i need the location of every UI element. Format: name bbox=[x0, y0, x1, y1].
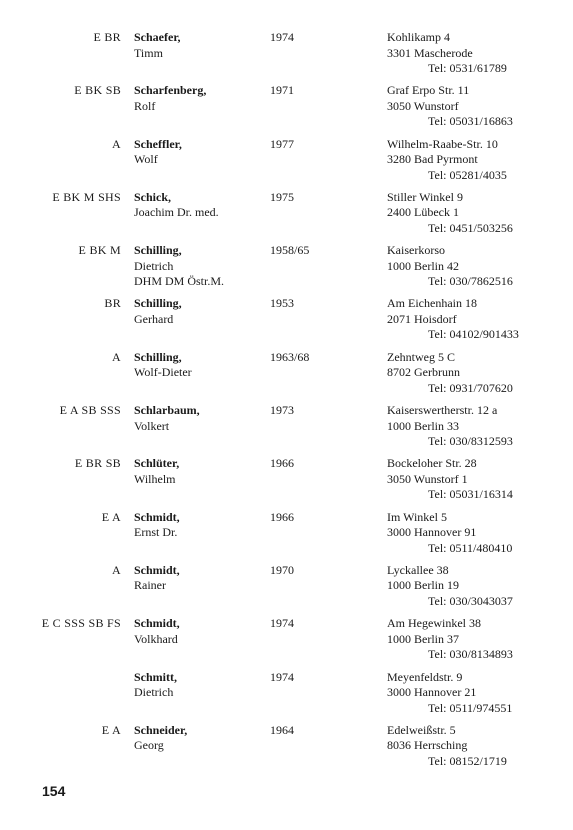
given-name: Dietrich bbox=[134, 258, 174, 273]
given-name: Volkert bbox=[134, 418, 170, 433]
address bbox=[387, 350, 537, 397]
street: Kaiserkorso bbox=[387, 243, 445, 258]
member-name bbox=[134, 137, 182, 168]
street: Graf Erpo Str. 11 bbox=[387, 83, 470, 98]
member-name bbox=[134, 83, 206, 114]
street: Kohlikamp 4 bbox=[387, 30, 450, 44]
membership-codes: E A SB SSS bbox=[59, 403, 121, 418]
member-entry bbox=[0, 616, 573, 669]
member-entry bbox=[0, 456, 573, 509]
surname: Schilling, bbox=[134, 296, 182, 311]
address bbox=[387, 456, 537, 503]
member-entry bbox=[0, 296, 573, 349]
city: 3000 Hannover 21 bbox=[387, 685, 477, 700]
address bbox=[387, 616, 537, 663]
member-entry bbox=[0, 137, 573, 190]
member-entry bbox=[0, 510, 573, 563]
member-entry bbox=[0, 243, 573, 296]
member-year: 1953 bbox=[270, 296, 294, 311]
surname: Schmidt, bbox=[134, 562, 180, 577]
given-name: Rolf bbox=[134, 98, 156, 113]
membership-codes: E BR SB bbox=[74, 456, 121, 471]
member-entry bbox=[0, 723, 573, 776]
telephone: Tel: 04102/901433 bbox=[428, 327, 519, 342]
member-year: 1975 bbox=[270, 189, 294, 204]
member-year: 1966 bbox=[270, 456, 294, 471]
surname: Schneider, bbox=[134, 722, 188, 737]
surname: Schmidt, bbox=[134, 616, 180, 631]
telephone: Tel: 0451/503256 bbox=[428, 220, 513, 235]
member-year: 1966 bbox=[270, 509, 294, 524]
membership-codes: E BK M bbox=[78, 243, 121, 258]
telephone: Tel: 0511/974551 bbox=[428, 700, 513, 715]
city: 2071 Hoisdorf bbox=[387, 311, 457, 326]
telephone: Tel: 08152/1719 bbox=[428, 753, 507, 768]
telephone: Tel: 030/7862516 bbox=[428, 274, 513, 289]
city: 3280 Bad Pyrmont bbox=[387, 152, 478, 167]
member-year: 1977 bbox=[270, 136, 294, 151]
member-list bbox=[0, 30, 573, 776]
city: 8702 Gerbrunn bbox=[387, 365, 460, 380]
member-name bbox=[134, 350, 192, 381]
city: 3050 Wunstorf bbox=[387, 98, 459, 113]
address bbox=[387, 83, 537, 130]
member-entry bbox=[0, 83, 573, 136]
surname: Schmitt, bbox=[134, 669, 177, 684]
given-name: Timm bbox=[134, 45, 163, 60]
page-number: 154 bbox=[42, 783, 66, 799]
membership-codes: A bbox=[112, 136, 121, 151]
surname: Schlüter, bbox=[134, 456, 180, 471]
member-entry bbox=[0, 30, 573, 83]
city: 2400 Lübeck 1 bbox=[387, 205, 459, 220]
telephone: Tel: 030/8134893 bbox=[428, 647, 513, 662]
member-year: 1971 bbox=[270, 83, 294, 98]
member-entry bbox=[0, 563, 573, 616]
address bbox=[387, 670, 537, 717]
member-name bbox=[134, 243, 224, 290]
surname: Schilling, bbox=[134, 349, 182, 364]
given-name: Wilhelm bbox=[134, 471, 176, 486]
member-year: 1973 bbox=[270, 403, 294, 418]
city: 1000 Berlin 19 bbox=[387, 578, 459, 593]
membership-codes: E C SSS SB FS bbox=[41, 616, 121, 631]
member-name bbox=[134, 510, 180, 541]
member-entry bbox=[0, 403, 573, 456]
member-year: 1974 bbox=[270, 616, 294, 631]
membership-codes: A bbox=[112, 349, 121, 364]
telephone: Tel: 05281/4035 bbox=[428, 167, 507, 182]
member-name bbox=[134, 563, 180, 594]
street: Zehntweg 5 C bbox=[387, 349, 455, 364]
street: Lyckallee 38 bbox=[387, 562, 449, 577]
street: Meyenfeldstr. 9 bbox=[387, 669, 463, 684]
street: Am Eichenhain 18 bbox=[387, 296, 477, 311]
surname: Schilling, bbox=[134, 243, 182, 258]
address bbox=[387, 190, 537, 237]
given-name: Joachim Dr. med. bbox=[134, 205, 219, 220]
honors: DHM DM Östr.M. bbox=[134, 274, 225, 289]
surname: Schlarbaum, bbox=[134, 403, 200, 418]
city: 8036 Herrsching bbox=[387, 738, 468, 753]
telephone: Tel: 05031/16863 bbox=[428, 114, 513, 129]
given-name: Georg bbox=[134, 738, 164, 753]
telephone: Tel: 0511/480410 bbox=[428, 540, 513, 555]
given-name: Wolf-Dieter bbox=[134, 365, 192, 380]
given-name: Ernst Dr. bbox=[134, 525, 178, 540]
address bbox=[387, 510, 537, 557]
address bbox=[387, 296, 537, 343]
city: 1000 Berlin 42 bbox=[387, 258, 459, 273]
member-name bbox=[134, 296, 182, 327]
member-year: 1958/65 bbox=[270, 243, 310, 258]
membership-codes: E BK M SHS bbox=[52, 189, 121, 204]
address bbox=[387, 563, 537, 610]
surname: Scheffler, bbox=[134, 136, 182, 151]
membership-codes: E A bbox=[101, 722, 121, 737]
member-entry bbox=[0, 190, 573, 243]
member-entry bbox=[0, 350, 573, 403]
city: 3000 Hannover 91 bbox=[387, 525, 477, 540]
member-name bbox=[134, 670, 177, 701]
telephone: Tel: 030/3043037 bbox=[428, 593, 513, 608]
street: Am Hegewinkel 38 bbox=[387, 616, 481, 631]
street: Im Winkel 5 bbox=[387, 509, 447, 524]
telephone: Tel: 030/8312593 bbox=[428, 434, 513, 449]
member-name bbox=[134, 30, 181, 61]
city: 3050 Wunstorf 1 bbox=[387, 471, 468, 486]
street: Kaiserswertherstr. 12 a bbox=[387, 403, 498, 418]
membership-codes: E BR bbox=[93, 30, 121, 44]
given-name: Wolf bbox=[134, 152, 158, 167]
surname: Scharfenberg, bbox=[134, 83, 207, 98]
address bbox=[387, 403, 537, 450]
member-entry bbox=[0, 670, 573, 723]
street: Stiller Winkel 9 bbox=[387, 189, 463, 204]
telephone: Tel: 0931/707620 bbox=[428, 380, 513, 395]
member-name bbox=[134, 723, 187, 754]
member-year: 1970 bbox=[270, 562, 294, 577]
member-name bbox=[134, 616, 180, 647]
member-name bbox=[134, 190, 219, 221]
surname: Schmidt, bbox=[134, 509, 180, 524]
surname: Schick, bbox=[134, 189, 172, 204]
address bbox=[387, 30, 537, 77]
given-name: Rainer bbox=[134, 578, 166, 593]
street: Edelweißstr. 5 bbox=[387, 722, 456, 737]
member-year: 1964 bbox=[270, 722, 294, 737]
city: 1000 Berlin 37 bbox=[387, 631, 459, 646]
member-year: 1963/68 bbox=[270, 349, 310, 364]
membership-codes: E BK SB bbox=[74, 83, 121, 98]
membership-codes: A bbox=[112, 562, 121, 577]
street: Bockeloher Str. 28 bbox=[387, 456, 477, 471]
city: 1000 Berlin 33 bbox=[387, 418, 459, 433]
telephone: Tel: 0531/61789 bbox=[428, 61, 507, 75]
given-name: Dietrich bbox=[134, 685, 174, 700]
address bbox=[387, 243, 537, 290]
member-name bbox=[134, 456, 179, 487]
street: Wilhelm-Raabe-Str. 10 bbox=[387, 136, 498, 151]
address bbox=[387, 137, 537, 184]
city: 3301 Mascherode bbox=[387, 45, 473, 60]
membership-codes: BR bbox=[104, 296, 121, 311]
membership-codes: E A bbox=[101, 509, 121, 524]
given-name: Volkhard bbox=[134, 631, 178, 646]
address bbox=[387, 723, 537, 770]
surname: Schaefer, bbox=[134, 30, 181, 44]
member-name bbox=[134, 403, 200, 434]
given-name: Gerhard bbox=[134, 311, 174, 326]
member-year: 1974 bbox=[270, 30, 294, 44]
telephone: Tel: 05031/16314 bbox=[428, 487, 513, 502]
member-year: 1974 bbox=[270, 669, 294, 684]
